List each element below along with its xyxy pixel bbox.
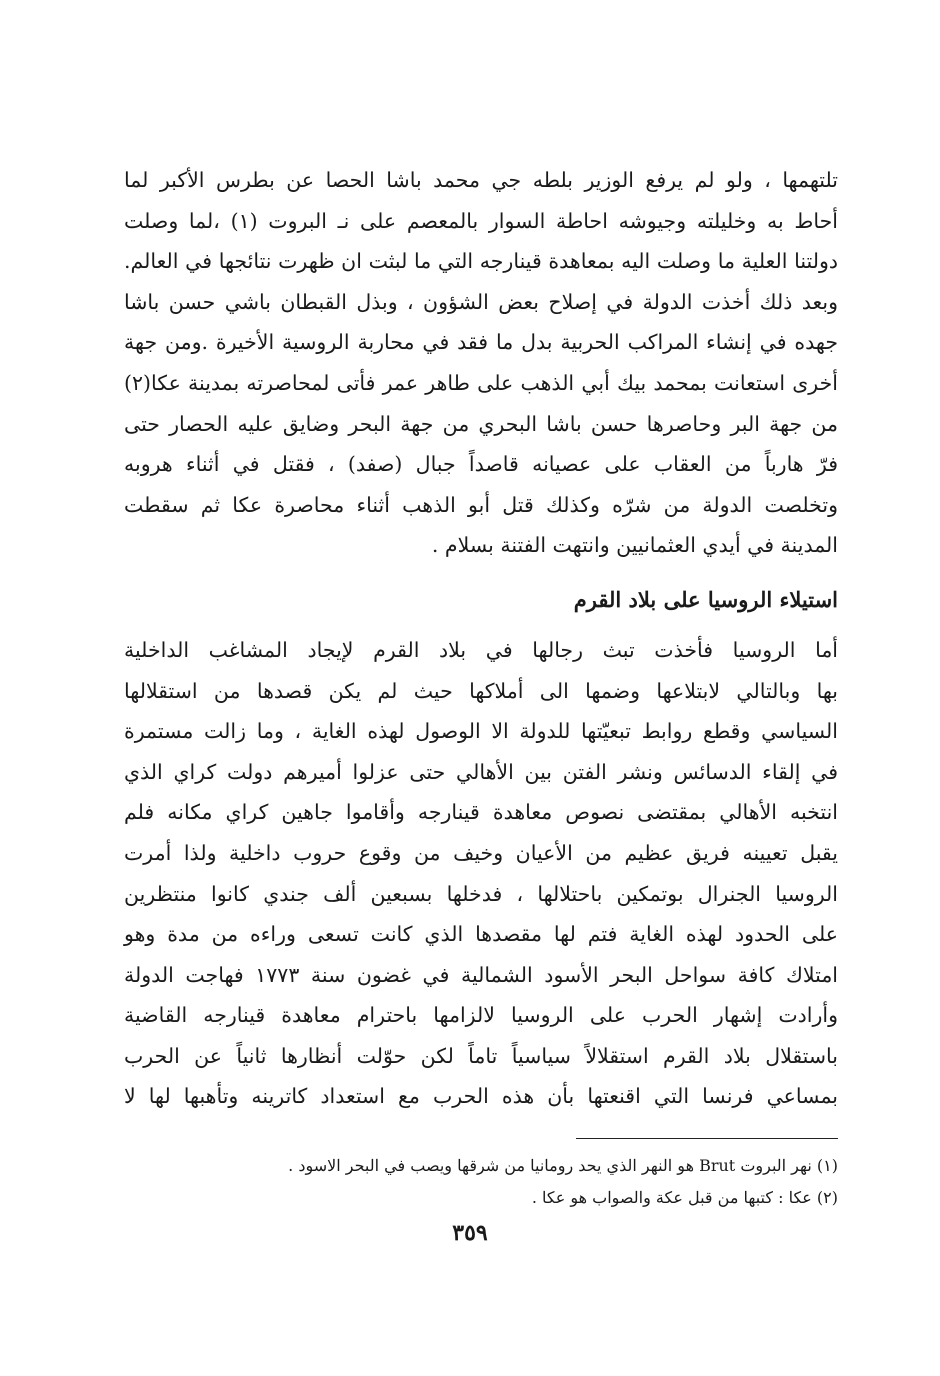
- text-line: وأرادت إشهار الحرب على الروسيا لالزامها باحترام معاهدة قينارجه القاضية: [124, 1003, 838, 1028]
- text-line: في إلقاء الدسائس ونشر الفتن بين الأهالي حتى عزلوا أميرهم دولت كراي الذي: [124, 759, 838, 784]
- text-line: على الحدود لهذه الغاية فتم لها مقصدها الذي كانت تسعى وراءه من مدة وهو: [124, 922, 838, 947]
- text-line: انتخبه الأهالي بمقتضى نصوص معاهدة قينارجه وأقاموا جاهين كراي مكانه فلم: [124, 800, 838, 825]
- text-line: السياسي وقطع روابط تبعيّتها للدولة الا الوصول لهذه الغاية ، وما زالت مستمرة: [124, 719, 838, 744]
- text-line: أحاط به وخليلته وجيوشه احاطة السوار بالمعصم على نـ البروت (١) ،لما وصلت: [124, 208, 838, 233]
- text-line: جهده في إنشاء المراكب الحربية بدل ما فقد في محاربة الروسية الأخيرة .ومن جهة: [124, 330, 838, 355]
- footnotes: [288, 1150, 838, 1214]
- text-line: فرّ هارباً من العقاب على عصيانه قاصداً جبال (صفد) ، فقتل في أثناء هروبه: [124, 452, 838, 477]
- text-line: بمساعي فرنسا التي اقنعتها بأن هذه الحرب مع استعداد كاترينه وتأهبها لها لا: [124, 1084, 838, 1109]
- footnote-1: (١) نهر البروت Brut هو النهر الذي يحد رومانيا من شرقها ويصب في البحر الاسود .: [288, 1156, 838, 1175]
- text-line: وتخلصت الدولة من شرّه وكذلك قتل أبو الذهب أثناء محاصرة عكا ثم سقطت: [124, 492, 838, 517]
- text-line: امتلاك كافة سواحل البحر الأسود الشمالية في غضون سنة ١٧٧٣ فهاجت الدولة: [124, 962, 838, 987]
- text-line: يقبل تعيينه فريق عظيم من الأعيان وخيف من وقوع حروب داخلية ولذا أمرت: [124, 840, 838, 865]
- footnote-divider: [576, 1138, 838, 1139]
- text-line: دولتنا العلية ما وصلت اليه بمعاهدة قينارجه التي ما لبثت ان ظهرت نتائجها في العالم.: [124, 249, 838, 274]
- text-line: وبعد ذلك أخذت الدولة في إصلاح بعض الشؤون ، وبذل القبطان باشي حسن باشا: [124, 289, 838, 314]
- page-number: ٣٥٩: [452, 1220, 488, 1246]
- paragraph-1: [124, 160, 838, 566]
- text-line: أما الروسيا فأخذت تبث رجالها في بلاد القرم لإيجاد المشاغب الداخلية: [124, 637, 838, 662]
- section-heading: استيلاء الروسيا على بلاد القرم: [573, 586, 838, 612]
- text-line: بها وبالتالي لابتلاعها وضمها الى أملاكها حيث لم يكن قصدها من استقلالها: [124, 678, 838, 703]
- footnote-2: (٢) عكا : كتبها من قبل عكة والصواب هو عكا .: [531, 1188, 838, 1207]
- text-line: المدينة في أيدي العثمانيين وانتهت الفتنة بسلام .: [431, 533, 838, 558]
- page-body: [124, 160, 838, 1117]
- text-line: باستقلال بلاد القرم استقلالاً سياسياً تاماً لكن حوّلت أنظارها ثانياً عن الحرب: [124, 1043, 838, 1068]
- paragraph-2: [124, 630, 838, 1117]
- text-line: أخرى استعانت بمحمد بيك أبي الذهب على طاهر عمر فأتى لمحاصرته بمدينة عكا(٢): [124, 370, 838, 395]
- text-line: تلتهمها ، ولو لم يرفع الوزير بلطه جي محمد باشا الحصا عن بطرس الأكبر لما: [124, 168, 838, 192]
- text-line: من جهة البر وحاصرها حسن باشا البحري من جهة البحر وضايق عليه الحصار حتى: [124, 411, 838, 436]
- text-line: الروسيا الجنرال بوتمكين باحتلالها ، فدخلها بسبعين ألف جندي كانوا منتظرين: [124, 881, 838, 906]
